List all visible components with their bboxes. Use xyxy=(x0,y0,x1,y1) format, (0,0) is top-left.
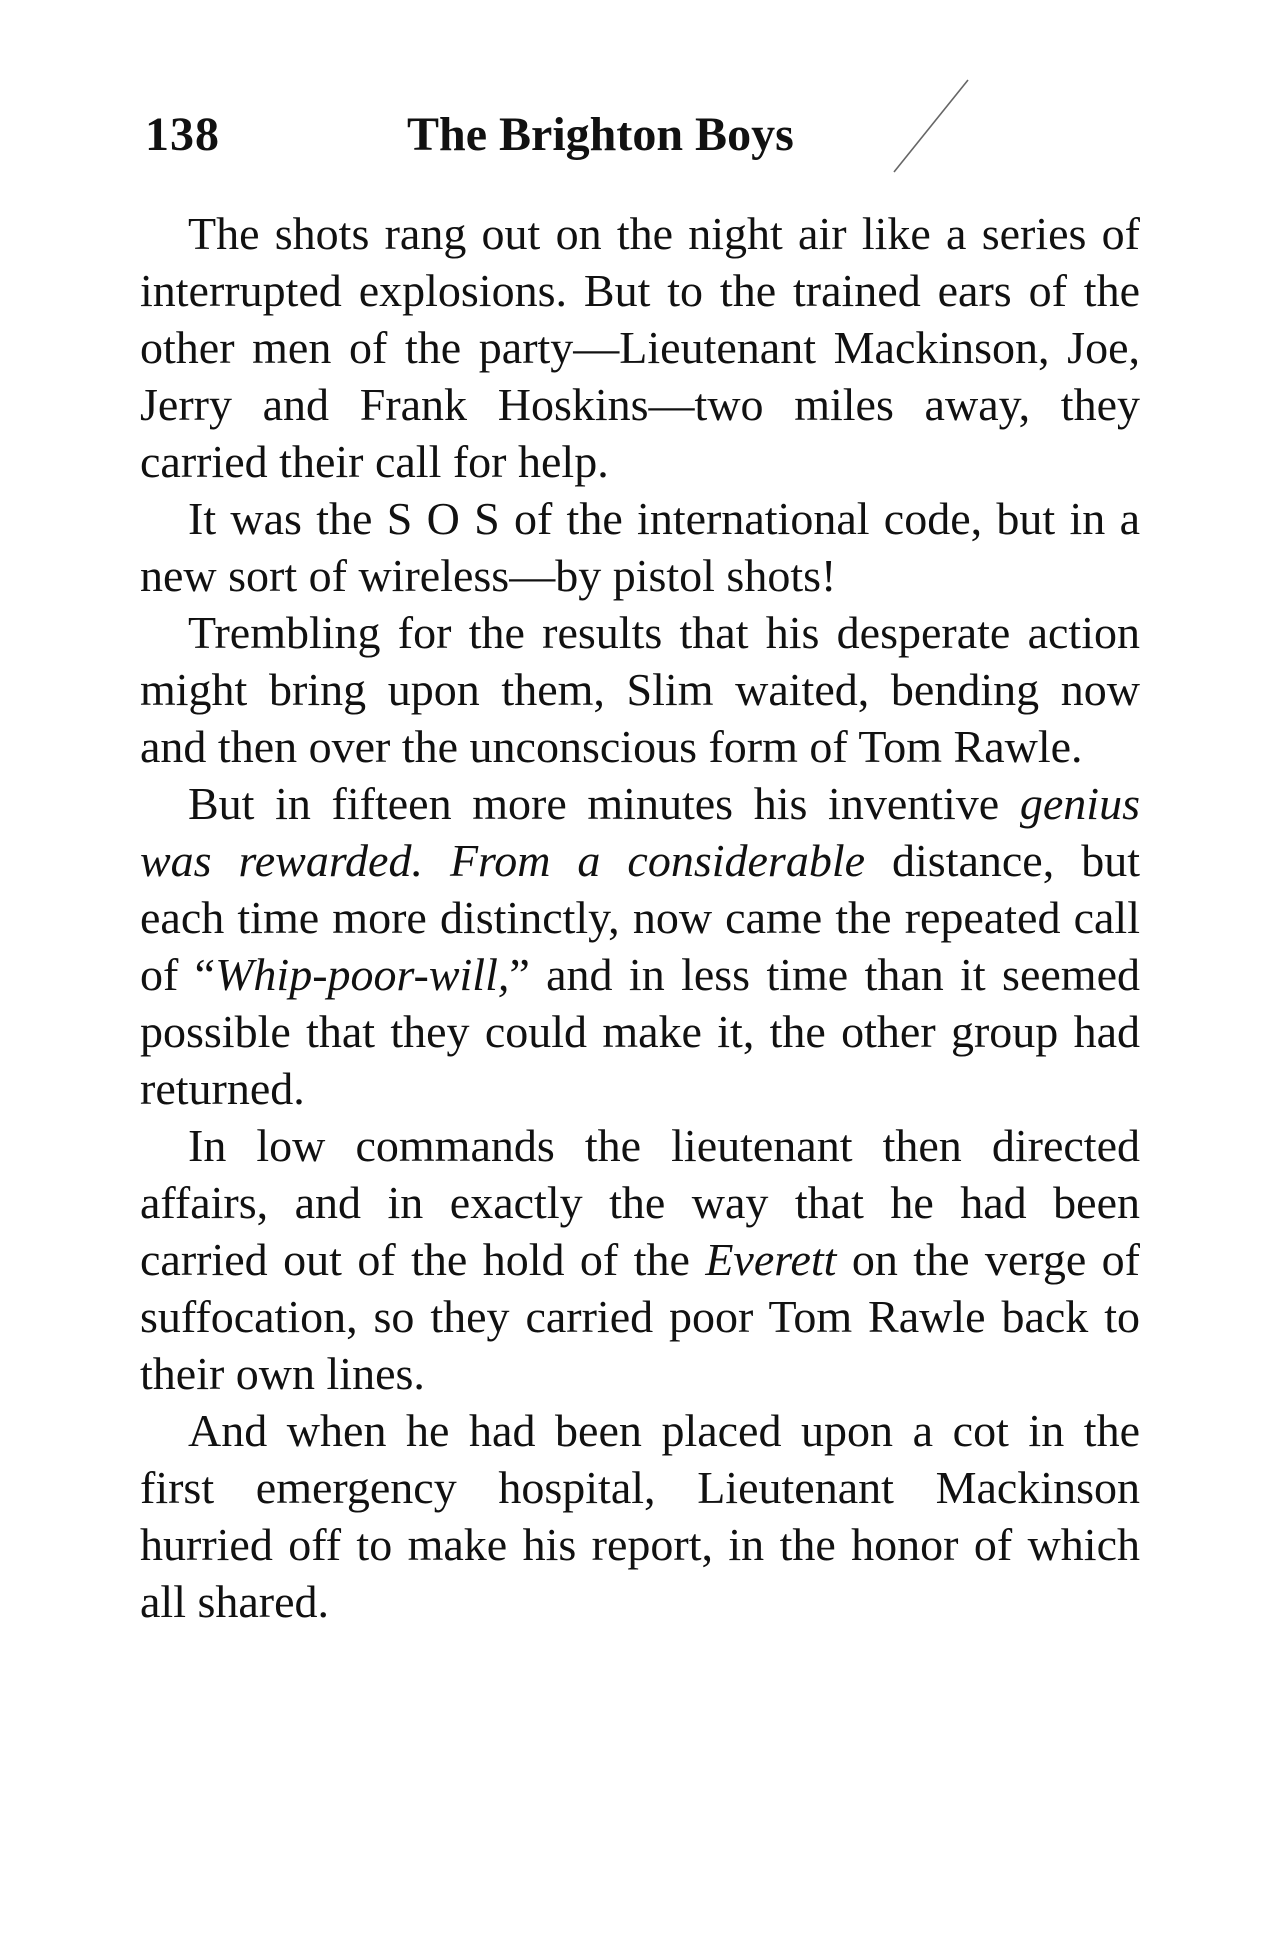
text-segment: Trembling for the results that his desperate action might bring upon them, Slim waited, bending now and then over the unconscious form of Tom Rawle. xyxy=(140,607,1140,772)
body-text xyxy=(140,205,1140,1630)
italic-text-segment: Whip-poor-will, xyxy=(215,949,510,1000)
paragraph xyxy=(140,604,1140,775)
text-segment: It was the S O S of the international code, but in a new sort of wireless—by pistol shots! xyxy=(140,493,1140,601)
text-segment: ” and in less time than it seemed possible that they could make it, the other group had returned. xyxy=(140,949,1140,1114)
text-segment: on the verge of suffocation, so they carried poor Tom Rawle back to their own lines. xyxy=(140,1234,1140,1399)
paragraph xyxy=(140,205,1140,490)
text-segment: But in fifteen more minutes his inventive xyxy=(188,778,1020,829)
page-number: 138 xyxy=(145,108,220,161)
paragraph xyxy=(140,490,1140,604)
text-segment: In low commands the lieutenant then directed affairs, and in exactly the way that he had been carried out of the hold of the xyxy=(140,1120,1140,1285)
italic-text-segment: genius was rewarded. From a considerable xyxy=(140,778,1140,886)
text-segment: The shots rang out on the night air like a series of interrupted explosions. But to the trained ears of the other men of the party—Lieutenant Mackinson, Joe, Jerry and Frank Hoskins—two miles away, they carried their call for help. xyxy=(140,208,1140,487)
italic-text-segment: Everett xyxy=(705,1234,837,1285)
paragraph xyxy=(140,775,1140,1117)
text-segment: And when he had been placed upon a cot in the first emergency hospital, Lieutenant Mackinson hurried off to make his report, in the honor of which all shared. xyxy=(140,1405,1140,1627)
pencil-mark-icon xyxy=(880,76,970,176)
paragraph xyxy=(140,1402,1140,1630)
running-title: The Brighton Boys xyxy=(407,108,794,161)
page-header xyxy=(145,100,1145,170)
text-segment: distance, but each time more distinctly, now came the repeated call of “ xyxy=(140,835,1140,1000)
paragraph xyxy=(140,1117,1140,1402)
